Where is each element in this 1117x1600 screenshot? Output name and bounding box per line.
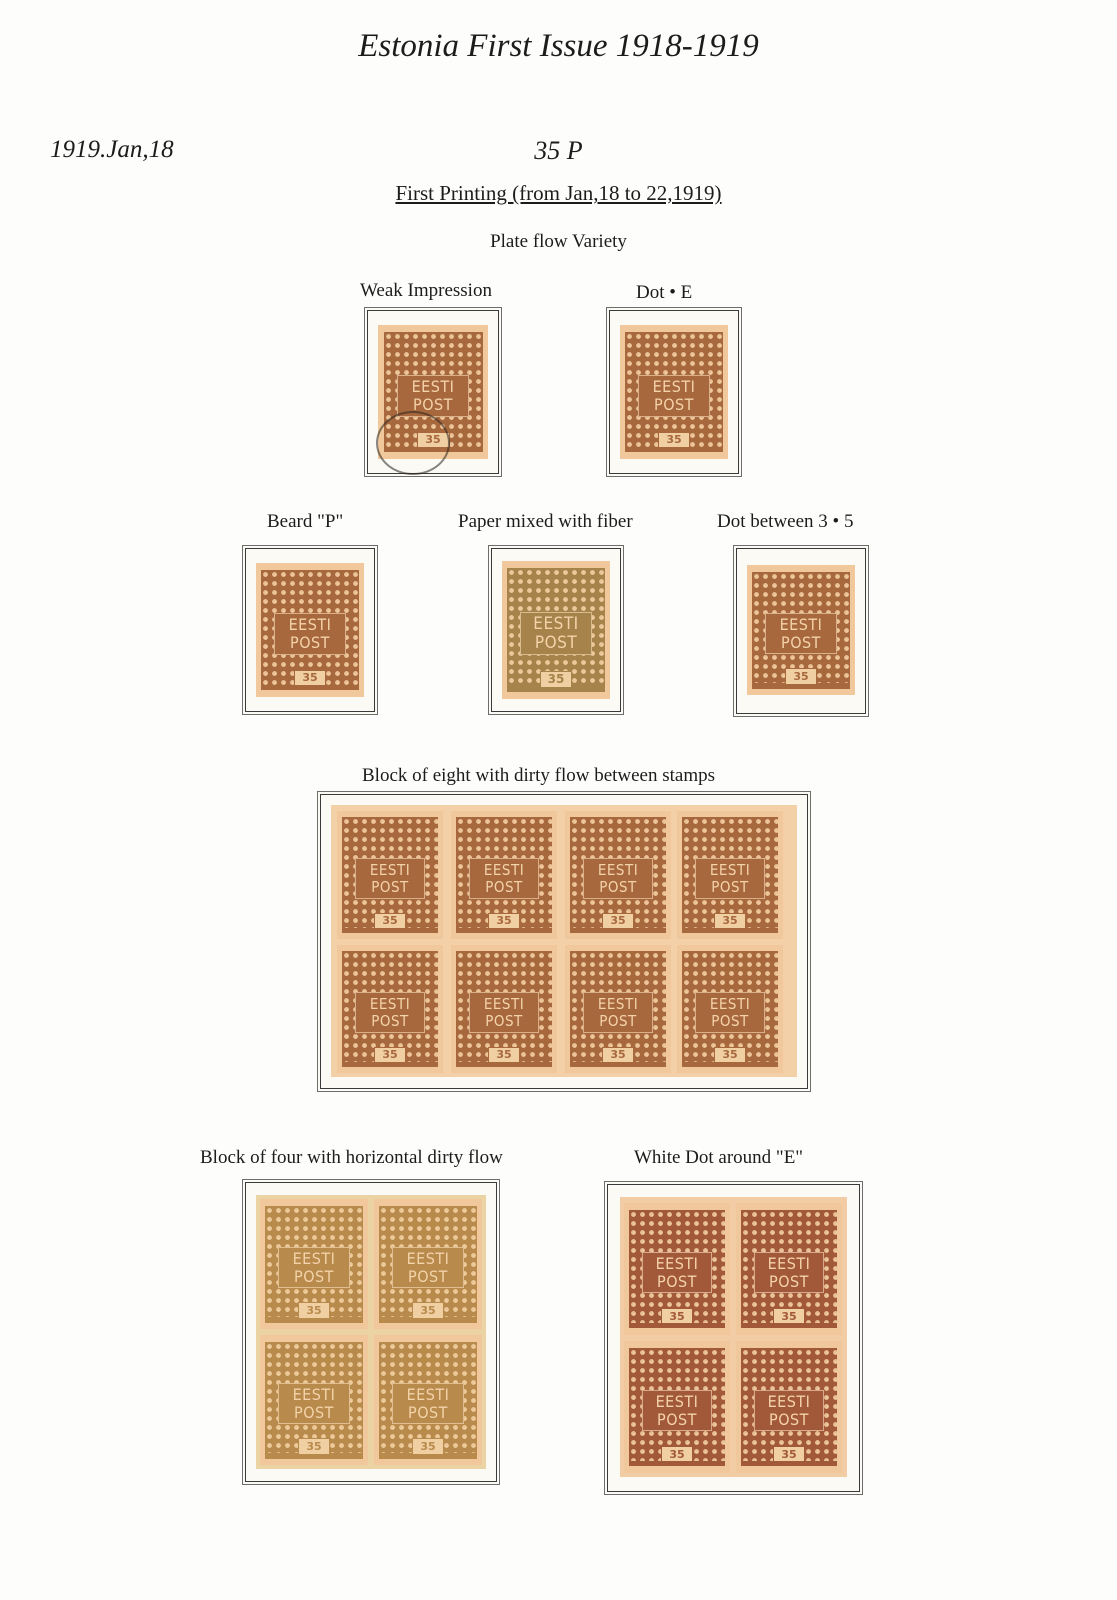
caption-white-dot-e: White Dot around "E" [634,1147,804,1168]
caption-beard-p: Beard "P" [267,511,344,532]
white-dot-stamp [736,1203,842,1335]
caption-weak-impression: Weak Impression [360,280,492,301]
frame-dot-e [609,310,739,474]
stamp-text-post: POST [408,1402,448,1422]
white-dot-stamp [736,1341,842,1473]
white-dot-stamp [624,1341,730,1473]
frame-block-eight [320,794,808,1089]
stamp-text-eesti: EESTI [767,1392,811,1412]
block-eight-stamp [677,945,783,1073]
caption-dot-between: Dot between 3 • 5 [717,511,854,532]
stamp-text-eesti: EESTI [779,615,823,635]
stamp-text-post: POST [534,632,578,653]
stamp-center-panel [583,858,653,898]
stamp-text-post: POST [657,1409,697,1429]
stamp-center-panel [695,992,765,1032]
stamp-center-panel [278,1383,349,1424]
stamp-center-panel [642,1252,712,1294]
stamp-paper-fiber [502,561,610,699]
stamp-center-panel [583,992,653,1032]
stamp-center-panel [274,613,345,655]
stamp-value: 35 P [534,136,583,165]
stamp-center-panel [754,1252,824,1294]
block-four-stamp [260,1335,368,1465]
stamp-text-eesti: EESTI [655,1254,699,1274]
stamp-center-panel [355,992,425,1032]
stamp-text-post: POST [290,632,330,652]
stamp-text-post: POST [485,877,523,896]
block-eight-stamp [565,945,671,1073]
stamp-text-eesti: EESTI [767,1254,811,1274]
stamp-center-panel [469,858,539,898]
stamp-center-panel [469,992,539,1032]
stamp-text-eesti: EESTI [369,861,411,880]
stamp-center-panel [638,375,709,417]
stamp-denomination: 35 [298,1438,330,1454]
stamp-denomination: 35 [773,1446,805,1463]
stamp-denomination: 35 [785,668,817,684]
stamp-center-panel [765,613,836,654]
stamp-denomination: 35 [412,1438,444,1454]
block-eight-stamp [337,945,443,1073]
stamp-denomination: 35 [658,432,690,449]
stamp-text-post: POST [781,632,821,652]
stamp-text-post: POST [599,1011,637,1030]
block-four-sheet [256,1195,486,1469]
stamp-text-eesti: EESTI [655,1392,699,1412]
stamp-text-eesti: EESTI [483,995,525,1014]
stamp-denomination: 35 [374,913,406,929]
stamp-text-eesti: EESTI [406,1249,450,1269]
stamp-center-panel [278,1247,349,1288]
white-dot-stamp [624,1203,730,1335]
stamp-text-post: POST [294,1266,334,1286]
stamp-center-panel [754,1390,824,1432]
stamp-text-eesti: EESTI [483,861,525,880]
stamp-denomination: 35 [714,913,746,929]
stamp-beard-p [256,563,364,697]
stamp-text-post: POST [769,1409,809,1429]
stamp-denomination: 35 [661,1308,693,1325]
stamp-text-eesti: EESTI [597,995,639,1014]
stamp-text-post: POST [371,1011,409,1030]
block-eight-stamp [451,811,557,939]
frame-white-dot-e [607,1184,860,1492]
stamp-denomination: 35 [374,1047,406,1063]
stamp-denomination: 35 [602,913,634,929]
postmark [376,411,450,475]
stamp-denomination: 35 [298,1302,330,1318]
block-eight-stamp [337,811,443,939]
stamp-denomination: 35 [540,671,572,688]
block-eight-stamp [677,811,783,939]
stamp-denomination: 35 [773,1308,805,1325]
frame-block-four-horizontal [245,1182,497,1482]
stamp-text-eesti: EESTI [709,861,751,880]
stamp-center-panel [520,612,591,655]
stamp-text-eesti: EESTI [709,995,751,1014]
stamp-text-post: POST [599,877,637,896]
frame-paper-fiber [491,548,621,712]
caption-dot-e: Dot • E [636,282,693,303]
stamp-text-post: POST [413,394,453,414]
caption-paper-fiber: Paper mixed with fiber [458,511,633,532]
stamp-text-post: POST [654,394,694,414]
white-dot-sheet [620,1197,847,1477]
frame-weak-impression [367,310,499,474]
block-four-stamp [374,1335,482,1465]
stamp-center-panel [355,858,425,898]
page-title: Estonia First Issue 1918-1919 [358,28,759,64]
block-eight-stamp [451,945,557,1073]
stamp-text-post: POST [408,1266,448,1286]
stamp-text-eesti: EESTI [406,1385,450,1405]
stamp-center-panel [392,1383,463,1424]
stamp-text-post: POST [371,877,409,896]
block-four-stamp [260,1199,368,1329]
stamp-text-post: POST [294,1402,334,1422]
stamp-text-post: POST [485,1011,523,1030]
stamp-text-post: POST [711,877,749,896]
stamp-text-eesti: EESTI [652,377,696,397]
stamp-denomination: 35 [714,1047,746,1063]
block-eight-sheet [331,805,797,1077]
printing-heading: First Printing (from Jan,18 to 22,1919) [395,181,722,205]
stamp-text-eesti: EESTI [533,614,579,635]
caption-block-eight: Block of eight with dirty flow between stamps [362,765,716,786]
stamp-text-eesti: EESTI [411,377,455,397]
stamp-text-post: POST [657,1271,697,1291]
stamp-text-eesti: EESTI [292,1385,336,1405]
block-eight-stamp [565,811,671,939]
frame-beard-p [245,548,375,712]
stamp-text-post: POST [769,1271,809,1291]
stamp-denomination: 35 [417,432,450,449]
stamp-text-eesti: EESTI [292,1249,336,1269]
issue-date: 1919.Jan,18 [50,136,174,163]
stamp-text-eesti: EESTI [369,995,411,1014]
stamp-center-panel [642,1390,712,1432]
stamp-denomination: 35 [602,1047,634,1063]
stamp-text-eesti: EESTI [597,861,639,880]
stamp-denomination: 35 [294,670,326,687]
plate-flow-heading: Plate flow Variety [490,231,627,252]
stamp-denomination: 35 [488,913,520,929]
stamp-center-panel [695,858,765,898]
caption-block-four-horizontal: Block of four with horizontal dirty flow [200,1147,503,1168]
stamp-denomination: 35 [488,1047,520,1063]
frame-dot-between [736,548,866,714]
stamp-center-panel [392,1247,463,1288]
stamp-denomination: 35 [661,1446,693,1463]
stamp-text-eesti: EESTI [288,615,332,635]
stamp-text-post: POST [711,1011,749,1030]
block-four-stamp [374,1199,482,1329]
stamp-denomination: 35 [412,1302,444,1318]
stamp-dot-e [620,325,728,459]
stamp-dot-between [747,565,855,695]
